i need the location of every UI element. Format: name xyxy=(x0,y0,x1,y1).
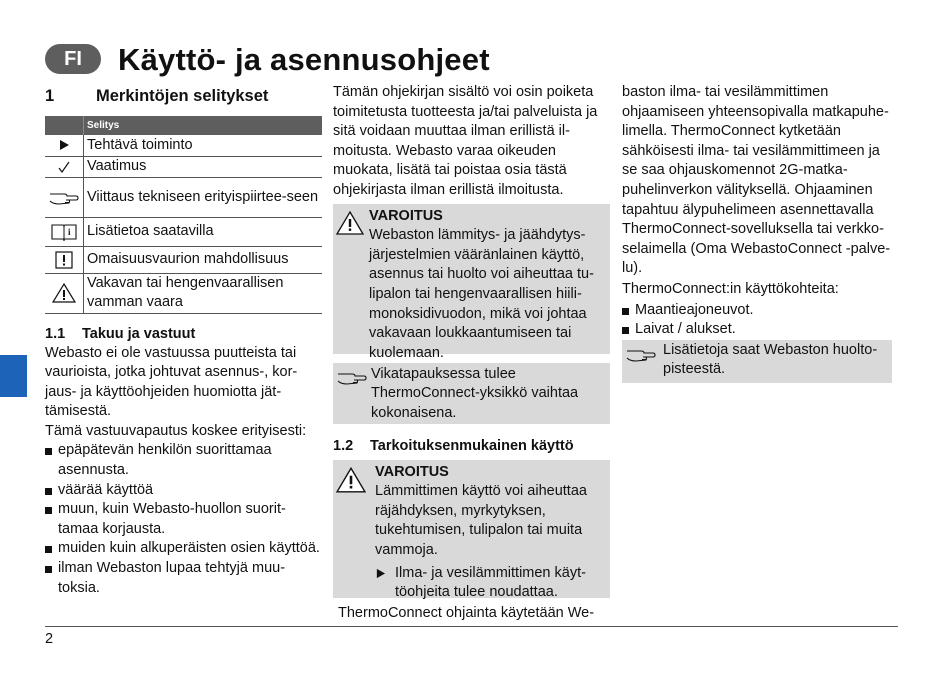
warning-box xyxy=(333,460,610,601)
svg-text:i: i xyxy=(68,226,71,237)
exclusion-list xyxy=(45,441,322,598)
warning-text: Lämmittimen käyttö voi aiheuttaa räjähdyksen, myrkytyksen, tukehtumisen, tulipalon tai muita vammoja. xyxy=(375,483,587,558)
section-number: 1.2 xyxy=(333,437,354,454)
section-1-heading xyxy=(45,85,322,107)
list-item: muiden kuin alkuperäisten osien käyttöä. xyxy=(45,539,322,559)
column-right xyxy=(622,83,897,383)
instruction-text: Ilma- ja vesilämmittimen käyt-töohjeita tulee noudattaa. xyxy=(395,564,586,601)
warning-box xyxy=(333,204,610,361)
warranty-paragraph: Webasto ei ole vastuussa puutteista tai vaurioista, jotka johtuvat asennus-, kor-jaus- ja käyttöohjeiden huomiotta jät-tämisestä. xyxy=(45,344,298,420)
warranty-exclusion-intro: Tämä vastuuvapautus koskee erityisesti: xyxy=(45,422,307,439)
legend-text: Lisätietoa saatavilla xyxy=(84,217,323,246)
note-box xyxy=(333,363,610,424)
list-item: ilman Webaston lupaa tehtyjä muu-toksia. xyxy=(45,559,322,598)
legend-text: Vakavan tai hengenvaarallisen vamman vaara xyxy=(84,273,323,313)
triangle-right-icon xyxy=(375,568,386,579)
page-title: Käyttö- ja asennusohjeet xyxy=(118,42,490,77)
column-left xyxy=(45,85,322,598)
disclaimer-paragraph: Tämän ohjekirjan sisältö voi osin poiketa toimitetusta tuotteesta ja/tai palveluista ja sitä voidaan muuttaa ilman erillistä il-moitusta. Webasto varaa oikeuden muokata, lisätä tai poistaa osia tästä ohjekirjasta ilman erillistä ilmoitusta. xyxy=(333,84,598,198)
note-box xyxy=(622,340,892,383)
section-number: 1 xyxy=(45,87,55,105)
warning-triangle-icon xyxy=(336,210,364,236)
application-intro: ThermoConnect:in käyttökohteita: xyxy=(622,280,839,297)
warning-triangle-icon xyxy=(336,466,366,494)
footer-rule xyxy=(45,626,898,627)
warning-text: Webaston lämmitys- ja jäähdytys-järjestelmien vääränlainen käyttö, asennus tai huolto voi aiheuttaa tu-lipalon tai hengenvaarallisen hiili-monoksidivuodon, mikä voi johtaa vakavaan loukkaantumiseen tai kuolemaan. xyxy=(369,227,594,361)
pointing-hand-icon xyxy=(336,368,368,386)
list-item: Laivat / alukset. xyxy=(622,320,897,340)
legend-row xyxy=(45,135,322,156)
legend-text: Tehtävä toiminto xyxy=(84,135,323,156)
legend-text: Omaisuusvaurion mahdollisuus xyxy=(84,246,323,273)
usage-paragraph-start: ThermoConnect ohjainta käytetään We- xyxy=(338,604,595,621)
list-item: väärää käyttöä xyxy=(45,481,322,501)
page-number: 2 xyxy=(45,631,54,647)
instruction-step xyxy=(375,564,604,603)
application-list xyxy=(622,301,897,340)
warning-title: VAROITUS xyxy=(375,463,449,480)
pointing-hand-icon xyxy=(49,188,79,206)
checkmark-icon xyxy=(57,160,71,174)
section-title: Tarkoituksenmukainen käyttö xyxy=(370,437,574,454)
list-item: epäpätevän henkilön suorittamaa asennusta. xyxy=(45,441,322,480)
section-title: Takuu ja vastuut xyxy=(82,325,196,342)
note-text: Vikatapauksessa tulee ThermoConnect-yksikkö vaihtaa kokonaisena. xyxy=(371,365,579,421)
list-item: muun, kuin Webasto-huollon suorit-tamaa korjausta. xyxy=(45,500,322,539)
warning-title: VAROITUS xyxy=(369,207,443,224)
legend-row xyxy=(45,177,322,217)
legend-row xyxy=(45,273,322,313)
section-title: Merkintöjen selitykset xyxy=(96,87,269,105)
exclamation-box-icon xyxy=(54,250,74,270)
note-text: Lisätietoja saat Webaston huolto-pisteestä. xyxy=(663,341,878,378)
language-badge: FI xyxy=(45,44,101,74)
warning-triangle-icon xyxy=(52,282,76,304)
legend-header: Selitys xyxy=(84,116,323,135)
usage-paragraph: baston ilma- tai vesilämmittimen ohjaamiseen yhteensopivalla matkapuhe-limella. ThermoConnect kytketään sähköisesti ilma- tai vesilämmittimeen ja se saa ohjauskomennot 2G-matka-puhelinverkon välityksellä. Ohjaaminen tapahtuu älypuhelimeen asennettavalla ThermoConnect-sovelluksella tai verkko-selaimella (Oma WebastoConnect -palve-lu). xyxy=(622,84,891,277)
legend-row xyxy=(45,246,322,273)
legend-text: Vaatimus xyxy=(84,156,323,177)
legend-header-row xyxy=(45,116,322,135)
legend-text: Viittaus tekniseen erityispiirtee-seen xyxy=(84,177,323,217)
triangle-right-icon xyxy=(58,139,70,151)
chapter-side-tab xyxy=(0,355,27,397)
legend-row xyxy=(45,156,322,177)
pointing-hand-icon xyxy=(625,345,657,363)
section-1-2-heading xyxy=(333,436,610,456)
legend-row xyxy=(45,217,322,246)
section-1-1-heading xyxy=(45,324,322,344)
info-book-icon xyxy=(50,222,78,242)
list-item: Maantieajoneuvot. xyxy=(622,301,897,321)
legend-table xyxy=(45,116,322,314)
column-middle xyxy=(333,83,610,623)
section-number: 1.1 xyxy=(45,325,66,342)
